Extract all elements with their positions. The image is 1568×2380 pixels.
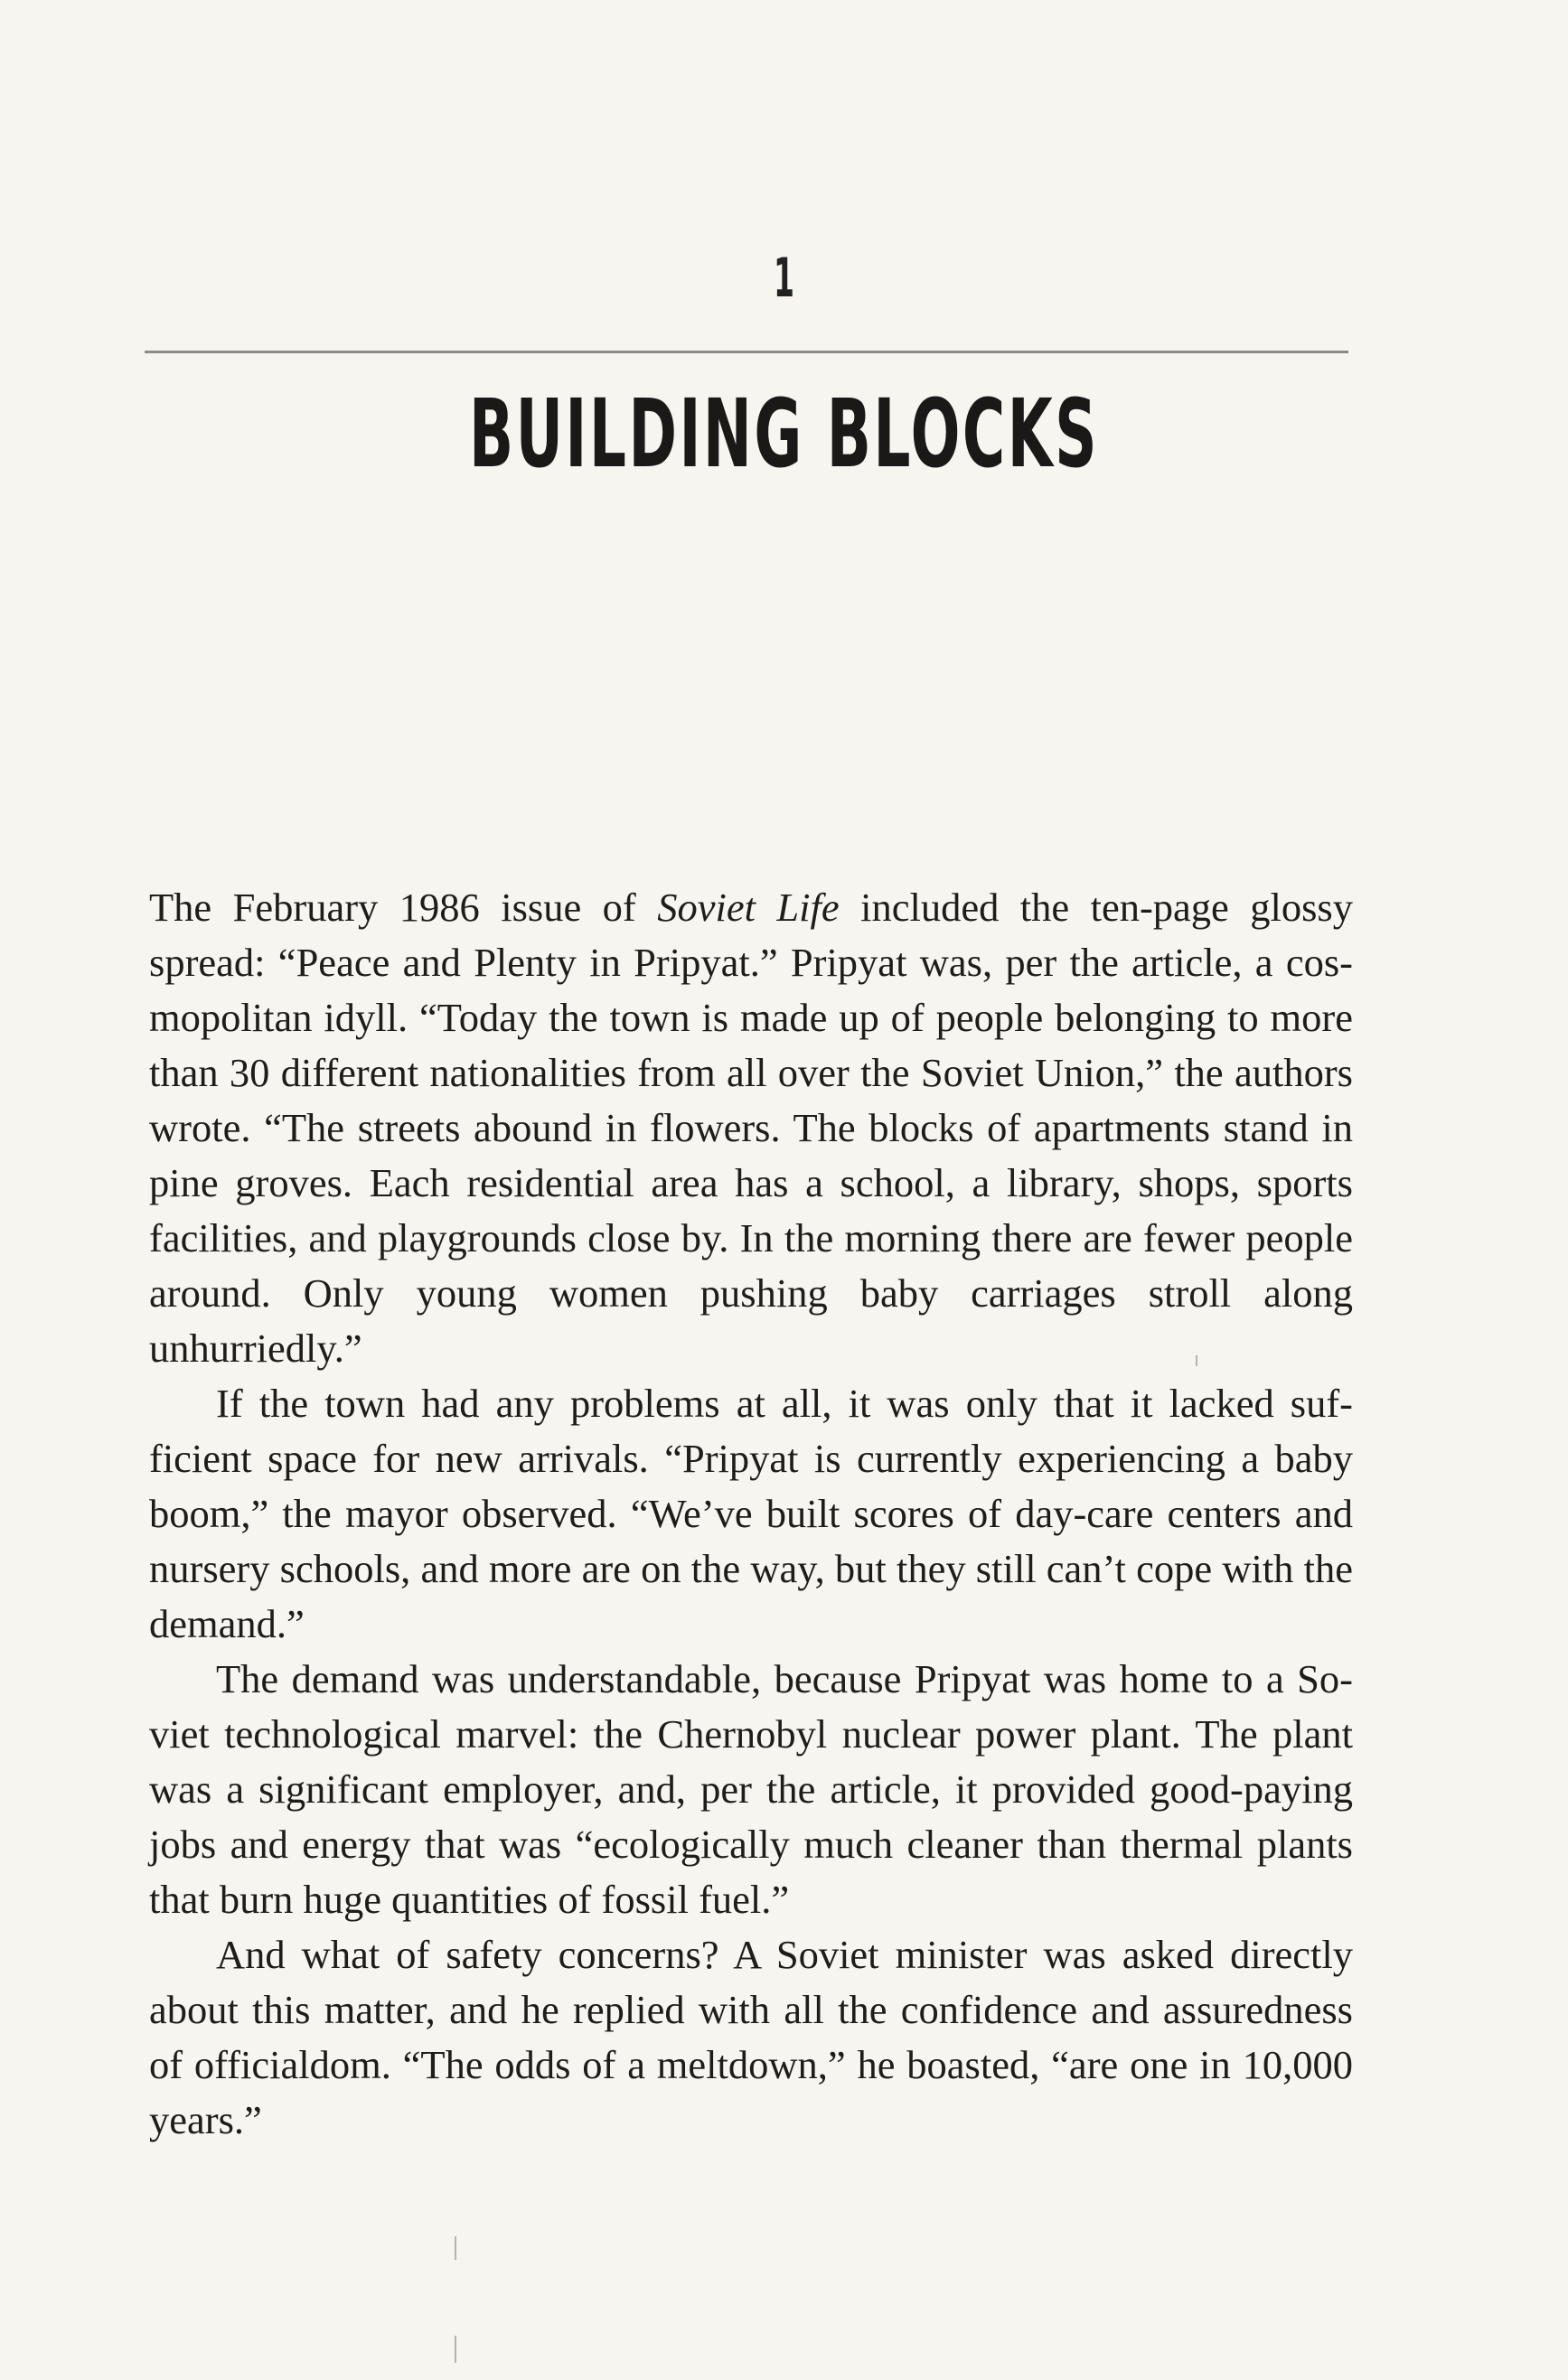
paragraph-1 <box>149 880 1353 1376</box>
chapter-divider-rule <box>145 351 1348 353</box>
paragraph-3: The demand was understandable, because Pripyat was home to a Soviet technological marvel: the Chernobyl nuclear power plant. The plant was a significant employer, and, per the article, it provided good-paying jobs and energy that was “ecologically much cleaner than thermal plants that burn huge quantities of fossil fuel.” <box>149 1656 1353 1922</box>
scan-mark <box>455 2236 456 2260</box>
paragraph-1-lead: The February 1986 issue of <box>149 885 658 930</box>
paragraph-2: If the town had any problems at all, it was only that it lacked sufficient space for new arrivals. “Pripyat is currently experiencing a baby boom,” the mayor observed. “We’ve built scores of day-care centers and nursery schools, and more are on the way, but they still can’t cope with the demand.” <box>149 1381 1353 1646</box>
paragraph-1-rest: included the ten-page glossy spread: “Peace and Plenty in Pripyat.” Pripyat was, per the article, a cosmopolitan idyll. “Today the town is made up of people belonging to more than 30 different nationalities from all over the Soviet Union,” the authors wrote. “The streets abound in flowers. The blocks of apartments stand in pine groves. Each residential area has a school, a library, shops, sports facilities, and playgrounds close by. In the morning there are fewer people around. Only young women pushing baby carriages stroll along unhurriedly.” <box>149 885 1353 1371</box>
chapter-number: 1 <box>774 247 794 310</box>
chapter-title: BUILDING BLOCKS <box>468 379 1100 489</box>
paragraph-4: And what of safety concerns? A Soviet minister was asked directly about this matter, and he replied with all the confidence and assuredness of officialdom. “The odds of a meltdown,” he boasted, “are one in 10,000 years.” <box>149 1932 1353 2142</box>
scan-mark <box>1196 1355 1197 1366</box>
chapter-body <box>149 880 1353 2148</box>
scan-mark <box>455 2336 456 2363</box>
publication-title: Soviet Life <box>657 885 840 930</box>
